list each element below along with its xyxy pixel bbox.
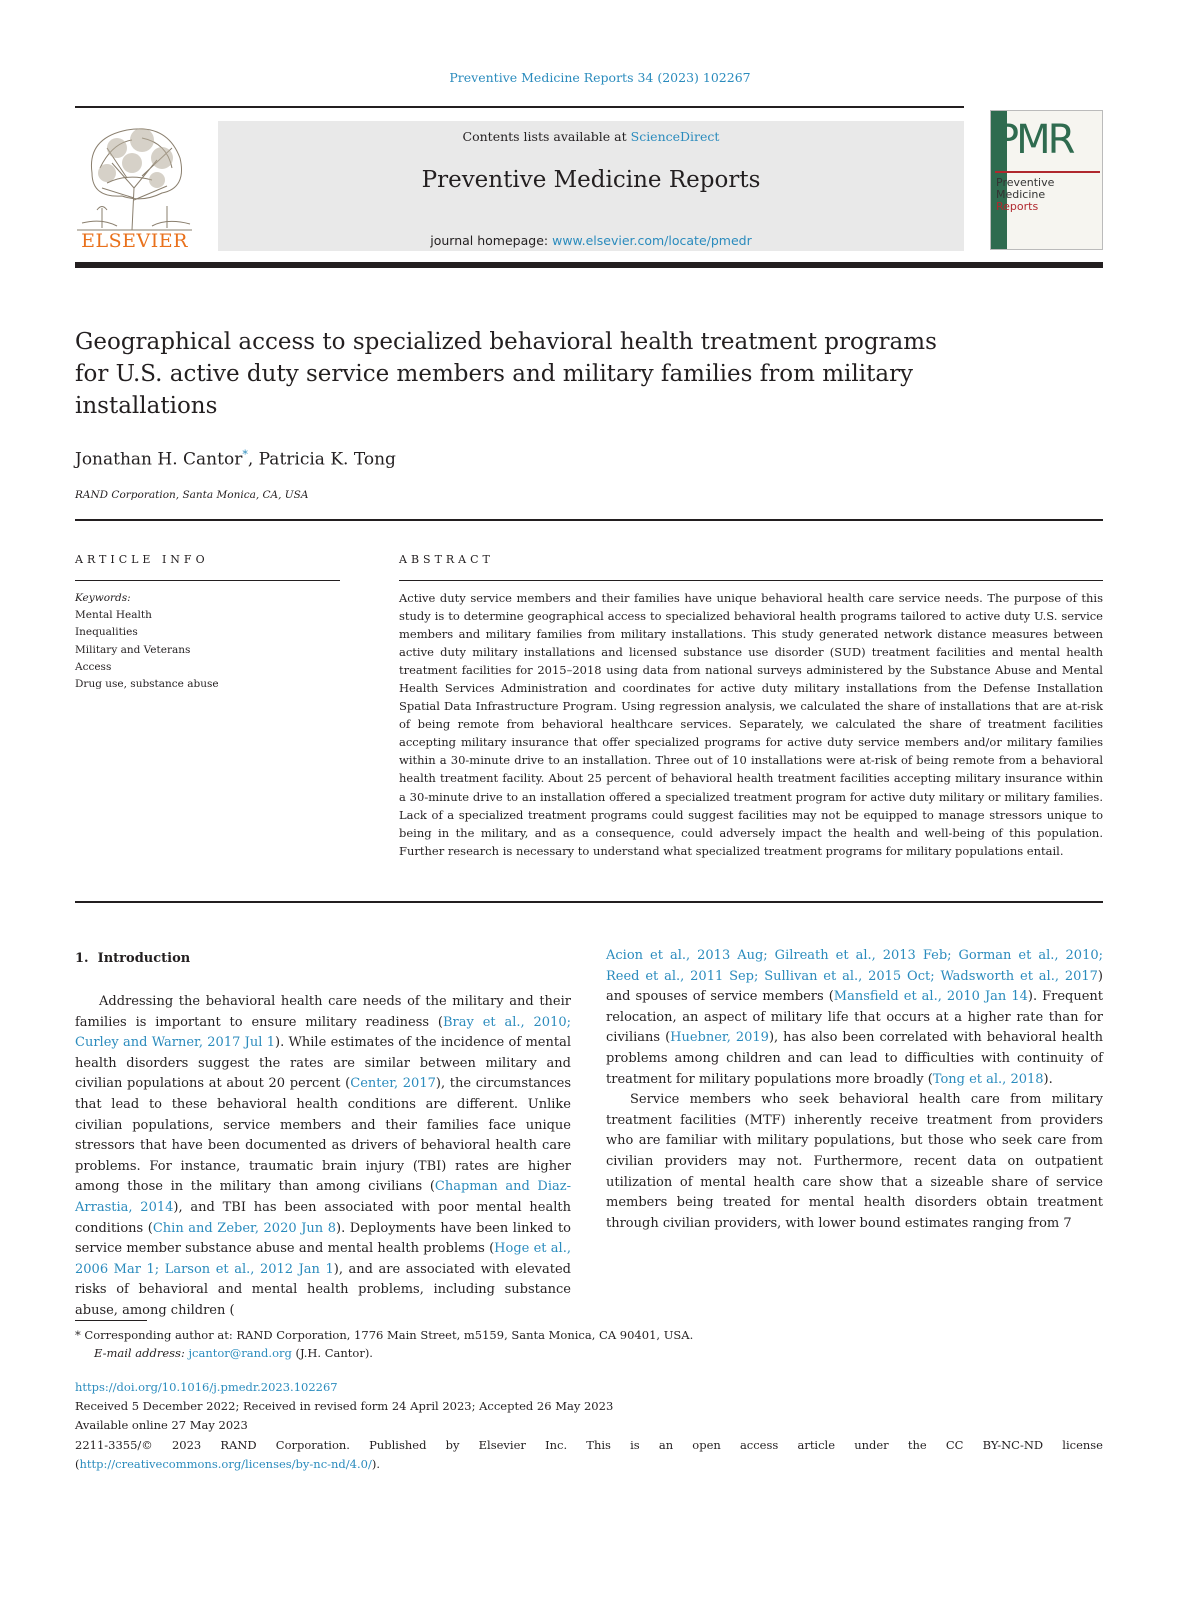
body-column-right [606,946,1103,1234]
keyword-item: Military and Veterans [75,643,191,656]
article-info-label: ARTICLE INFO [75,553,209,566]
doi-link[interactable]: https://doi.org/10.1016/j.pmedr.2023.102267 [75,1380,338,1394]
body-paragraph: Service members who seek behavioral health care from military treatment facilities (MTF) inherently receive treatment from providers who are familiar with military populations, but those who seek care from civilian providers may not. Furthermore, recent data on outpatient utilization of mental health care show that a sizeable share of service members being treated for mental health disorders obtain treatment through civilian providers, with lower bound estimates ranging from 7 [606,1092,1103,1231]
footnote-corresponding [75,1326,1103,1344]
email-suffix: (J.H. Cantor). [291,1346,373,1360]
affiliation: RAND Corporation, Santa Monica, CA, USA [75,489,309,501]
cover-title-line: Preventive [996,176,1055,189]
footnote [75,1326,1103,1362]
citation-link[interactable]: Mansfield et al., 2010 Jan 14 [833,989,1028,1005]
footnote-mark: * [75,1328,81,1342]
keyword-item: Mental Health [75,609,152,622]
citation-link[interactable]: Tong et al., 2018 [932,1071,1044,1087]
cover-monogram: PMR [995,117,1073,163]
cover-title-line: Medicine [996,188,1046,201]
body-column-left [75,992,571,1322]
elsevier-wordmark: ELSEVIER [81,230,188,252]
publication-info [75,1378,1103,1474]
footnote-text: Corresponding author at: RAND Corporation, 1776 Main Street, m5159, Santa Monica, CA 90401, USA. [80,1328,694,1342]
cover-title-line: Reports [996,200,1039,213]
license-link[interactable]: http://creativecommons.org/licenses/by-nc-nd/4.0/ [79,1456,372,1471]
body-text: ). Deployments have been linked to service member substance abuse and mental health problems ( [75,1220,571,1257]
body-text: ), and TBI has been associated with poor mental health conditions ( [75,1199,571,1236]
license-statement: 2211-3355/© 2023 RAND Corporation. Published by Elsevier Inc. This is an open access article under the CC BY-NC-ND license [75,1437,1103,1452]
abstract-label: ABSTRACT [399,553,494,566]
footnote-email [75,1344,1103,1362]
keyword-item: Drug use, substance abuse [75,678,219,691]
section-title: Introduction [97,951,191,966]
citation-link[interactable]: Acion et al., 2013 Aug; Gilreath et al., 2013 Feb; Gorman et al., 2010; Reed et al., 2011 Sep; Sullivan et al., 2015 Oct; Wadsworth et al., 2017 [606,948,1103,984]
license-paren: ( [75,1456,80,1471]
cover-title [996,177,1054,213]
article-info-rule [75,580,340,581]
citation-link[interactable]: Center, 2017 [350,1076,436,1092]
footnote-rule [75,1320,147,1321]
journal-name: Preventive Medicine Reports [421,167,761,193]
body-text: ) and spouses of service members ( [606,968,1103,1005]
header-rule-bottom [75,262,1103,268]
author-name: , Patricia K. Tong [247,449,396,470]
citation-link[interactable]: Huebner, 2019 [670,1030,769,1046]
citation-link[interactable]: Chin and Zeber, 2020 Jun 8 [152,1220,336,1236]
body-paragraph-continued [606,946,1103,1090]
citation-link[interactable]: Chapman and Diaz-Arrastia, 2014 [75,1179,571,1215]
title-rule [75,519,1103,521]
journal-banner [218,121,964,251]
homepage-link[interactable]: www.elsevier.com/locate/pmedr [552,233,752,248]
body-text: Addressing the behavioral health care needs of the military and their families is important to ensure military readiness ( [75,994,571,1030]
received-history: Received 5 December 2022; Received in revised form 24 April 2023; Accepted 26 May 2023 [75,1399,614,1414]
author-list [75,448,396,470]
section-heading [75,951,190,966]
body-text: ). Frequent relocation, an aspect of military life that occurs at a higher rate than for civilians ( [606,989,1104,1046]
abstract-bottom-rule [75,901,1103,903]
body-text: ), the circumstances that lead to these behavioral health conditions are different. Unlike civilian populations, service members and their families face unique stressors that have been documented as drivers of behavioral health care problems. For instance, traumatic brain injury (TBI) rates are higher among those in the military than among civilians ( [75,1076,571,1195]
body-text: ), and are associated with elevated risks of behavioral and mental health problems, including substance abuse, among children ( [75,1261,571,1318]
keyword-item: Inequalities [75,626,138,639]
license-paren: ). [371,1456,380,1471]
license-url-line [75,1455,1103,1474]
homepage-line [218,233,964,248]
citation-link[interactable]: Hoge et al., 2006 Mar 1; Larson et al., 2012 Jan 1 [75,1241,571,1277]
abstract-rule [399,580,1103,581]
available-online: Available online 27 May 2023 [75,1418,248,1433]
body-text: ), has also been correlated with behavioral health problems among children and can lead to difficulties with continuity of treatment for military populations more broadly ( [606,1030,1103,1087]
journal-cover-thumbnail[interactable] [990,110,1103,250]
body-text: ). [1043,1071,1053,1087]
corresponding-author-mark[interactable]: * [242,448,248,461]
article-title: Geographical access to specialized behavioral health treatment programs for U.S. active duty service members and military families from military installations [75,329,937,419]
keywords-box [75,590,340,693]
author-name: Jonathan H. Cantor [75,449,243,470]
keywords-label: Keywords: [75,592,131,604]
sciencedirect-link[interactable]: ScienceDirect [630,129,720,144]
citation-link[interactable]: Bray et al., 2010; Curley and Warner, 2017 Jul 1 [75,1014,571,1051]
journal-citation[interactable]: Preventive Medicine Reports 34 (2023) 102267 [449,70,751,85]
elsevier-logo[interactable] [72,118,197,253]
homepage-prefix: journal homepage: [430,233,553,248]
cover-divider [995,171,1100,173]
keyword-item: Access [75,660,112,673]
contents-line [218,129,964,144]
abstract-text: Active duty service members and their families have unique behavioral health care service needs. The purpose of this study is to determine geographical access to specialized behavioral health programs tailored to active duty U.S. service members and military families from military installations. This study generated network distance measures between active duty military installations and licensed substance use disorder (SUD) treatment facilities and mental health treatment facilities for 2015–2018 using data from national surveys administered by the Substance Abuse and Mental Health Services Administration and coordinates for active duty military installations from the Defense Installation Spatial Data Infrastructure Program. Using regression analysis, we calculated the share of installations that are at-risk of being remote from behavioral healthcare services. Separately, we calculated the share of treatment facilities accepting military insurance that offer specialized programs for active duty service members and/or military families within a 30-minute drive to an installation. Three out of 10 installations were at-risk of being remote from a behavioral health treatment facility. About 25 percent of behavioral health treatment facilities accepting military insurance within a 30-minute drive to an installation offered a specialized treatment program for active duty military or military families. Lack of a specialized treatment programs could suggest facilities may not be equipped to manage stressors unique to being in the military, and as a consequence, could adversely impact the health and well-being of this population. Further research is necessary to understand what specialized treatment programs for military populations entail. [399,591,1103,858]
body-text: ). While estimates of the incidence of mental health disorders suggest the rates are similar between military and civilian populations at about 20 percent ( [75,1035,571,1092]
email-link[interactable]: jcantor@rand.org [188,1346,292,1360]
section-number: 1. [75,951,89,966]
email-label: E-mail address: [94,1346,189,1360]
header-rule-top [75,106,964,108]
body-paragraph [75,992,571,1322]
contents-prefix: Contents lists available at [462,129,631,144]
